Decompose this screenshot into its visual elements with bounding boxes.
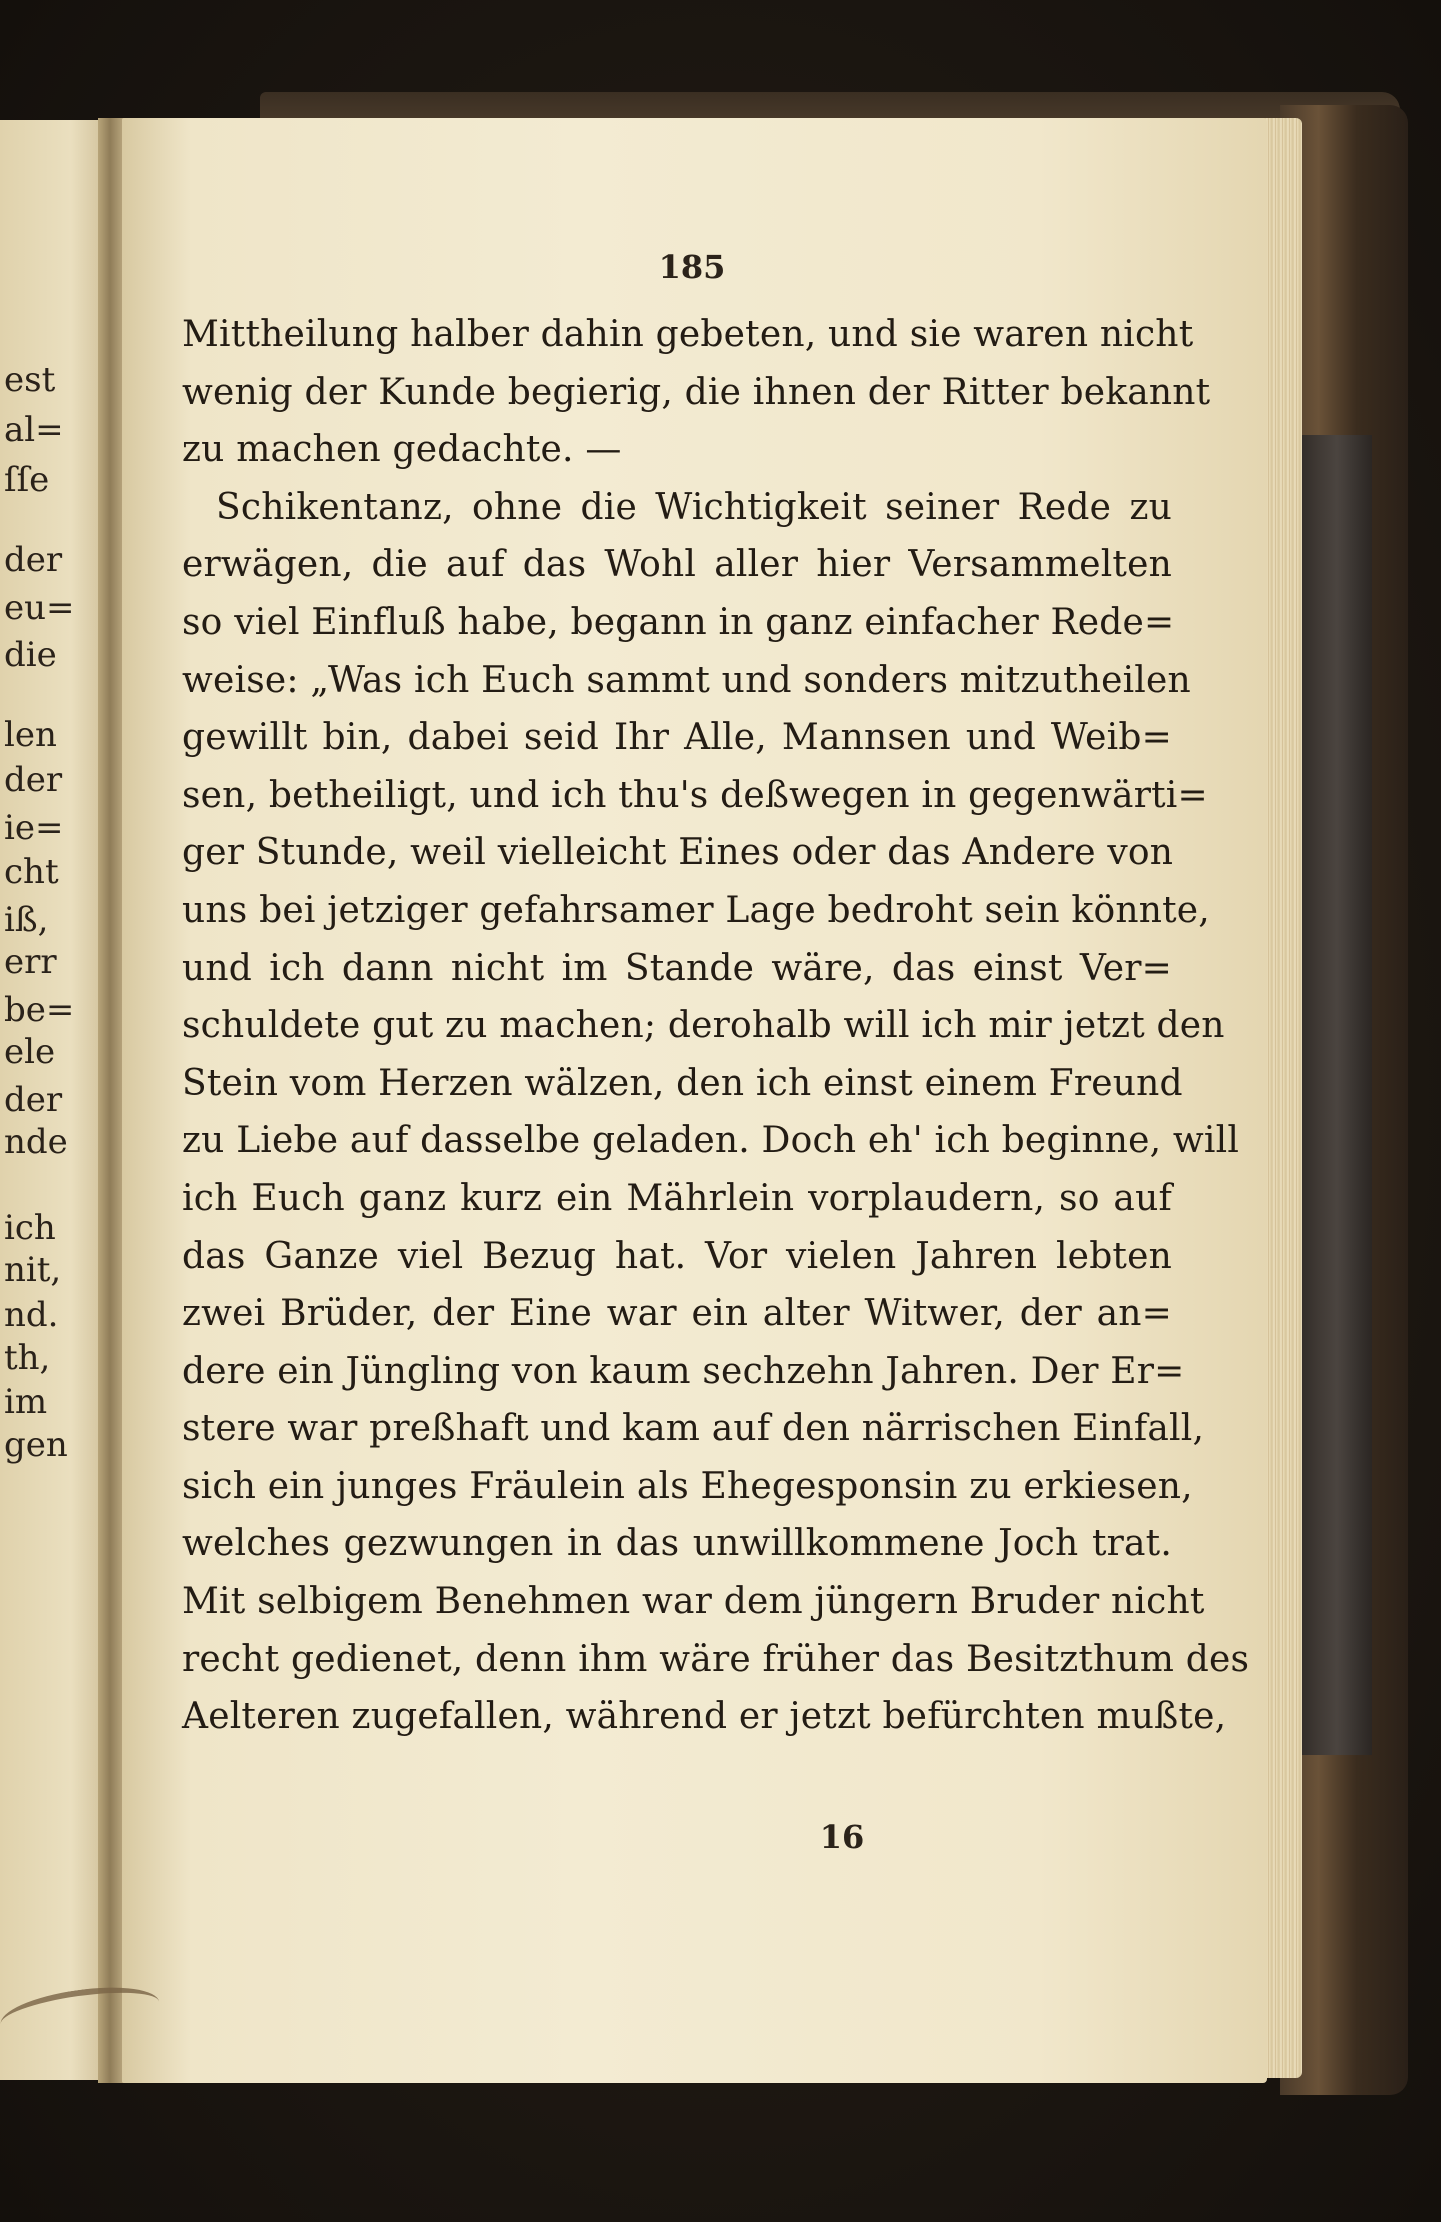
text-line: Aelteren zugefallen, während er jetzt befürchten mußte, (182, 1696, 1227, 1738)
left-page-fragment: th, (4, 1338, 51, 1378)
body-text (182, 306, 1250, 1746)
text-line: stere war preßhaft und kam auf den närrischen Einfall, (182, 1408, 1205, 1450)
text-line: weise: „Was ich Euch sammt und sonders mitzutheilen (182, 659, 1191, 701)
text-line: welches gezwungen in das unwillkommene Joch trat. (182, 1523, 1172, 1565)
text-line: gewillt bin, dabei seid Ihr Alle, Mannsen und Weib= (182, 717, 1172, 759)
left-page-fragment: ich (4, 1208, 56, 1248)
text-line: sich ein junges Fräulein als Ehegesponsin zu erkiesen, (182, 1465, 1193, 1507)
text-line: dere ein Jüngling von kaum sechzehn Jahren. Der Er= (182, 1350, 1185, 1392)
left-page-fragment: nd. (4, 1295, 59, 1335)
text-line: wenig der Kunde begierig, die ihnen der Ritter bekannt (182, 371, 1211, 413)
left-page-fragment: al= (4, 410, 64, 450)
text-line: das Ganze viel Bezug hat. Vor vielen Jahren lebten (182, 1235, 1172, 1277)
text-line: Mittheilung halber dahin gebeten, und sie waren nicht (182, 314, 1194, 355)
left-page-fragment: est (4, 360, 56, 400)
text-line: Schikentanz, ohne die Wichtigkeit seiner Rede zu (216, 486, 1172, 528)
left-page-fragment: ele (4, 1032, 56, 1072)
text-line: Stein vom Herzen wälzen, den ich einst einem Freund (182, 1062, 1183, 1104)
left-page-fragment: ie= (4, 808, 64, 848)
text-line: ich Euch ganz kurz ein Mährlein vorplaudern, so auf (182, 1177, 1172, 1219)
text-line: zu machen gedachte. — (182, 429, 622, 471)
signature-mark: 16 (819, 1818, 865, 1856)
text-line: Mit selbigem Benehmen war dem jüngern Bruder nicht (182, 1581, 1205, 1623)
left-page-fragment: nde (4, 1122, 68, 1162)
right-page (122, 118, 1267, 2083)
left-page-fragment: der (4, 760, 63, 800)
left-page-fragment: nit, (4, 1250, 62, 1290)
text-line: so viel Einfluß habe, begann in ganz einfacher Rede= (182, 601, 1175, 643)
left-page-fragment: gen (4, 1425, 68, 1465)
page-number: 185 (658, 248, 726, 286)
text-line: ger Stunde, weil vielleicht Eines oder das Andere von (182, 832, 1174, 874)
left-page-fragment: be= (4, 990, 75, 1030)
left-page-fragment: eu= (4, 588, 75, 628)
page-edges (1262, 118, 1302, 2078)
left-page-fragment: iß, (4, 900, 49, 940)
left-page-fragment: err (4, 942, 57, 982)
left-page-fragment: der (4, 540, 63, 580)
text-line: zu Liebe auf dasselbe geladen. Doch eh' ich beginne, will (182, 1120, 1240, 1162)
text-line: schuldete gut zu machen; derohalb will ich mir jetzt den (182, 1005, 1225, 1047)
left-page-fragment: ſſe (4, 460, 50, 500)
left-page-fragment: der (4, 1080, 63, 1120)
text-line: recht gedienet, denn ihm wäre früher das Besitzthum des (182, 1638, 1250, 1680)
text-line: zwei Brüder, der Eine war ein alter Witwer, der an= (182, 1293, 1172, 1335)
left-page-fragment: im (4, 1382, 48, 1422)
left-page-fragment: die (4, 635, 57, 675)
left-page-fragment: cht (4, 852, 59, 892)
text-line: erwägen, die auf das Wohl aller hier Versammelten (182, 544, 1172, 586)
text-line: uns bei jetziger gefahrsamer Lage bedroht sein könnte, (182, 889, 1210, 931)
text-line: sen, betheiligt, und ich thu's deßwegen in gegenwärti= (182, 774, 1208, 816)
text-line: und ich dann nicht im Stande wäre, das einst Ver= (182, 947, 1172, 989)
left-page-fragment: len (4, 715, 57, 755)
